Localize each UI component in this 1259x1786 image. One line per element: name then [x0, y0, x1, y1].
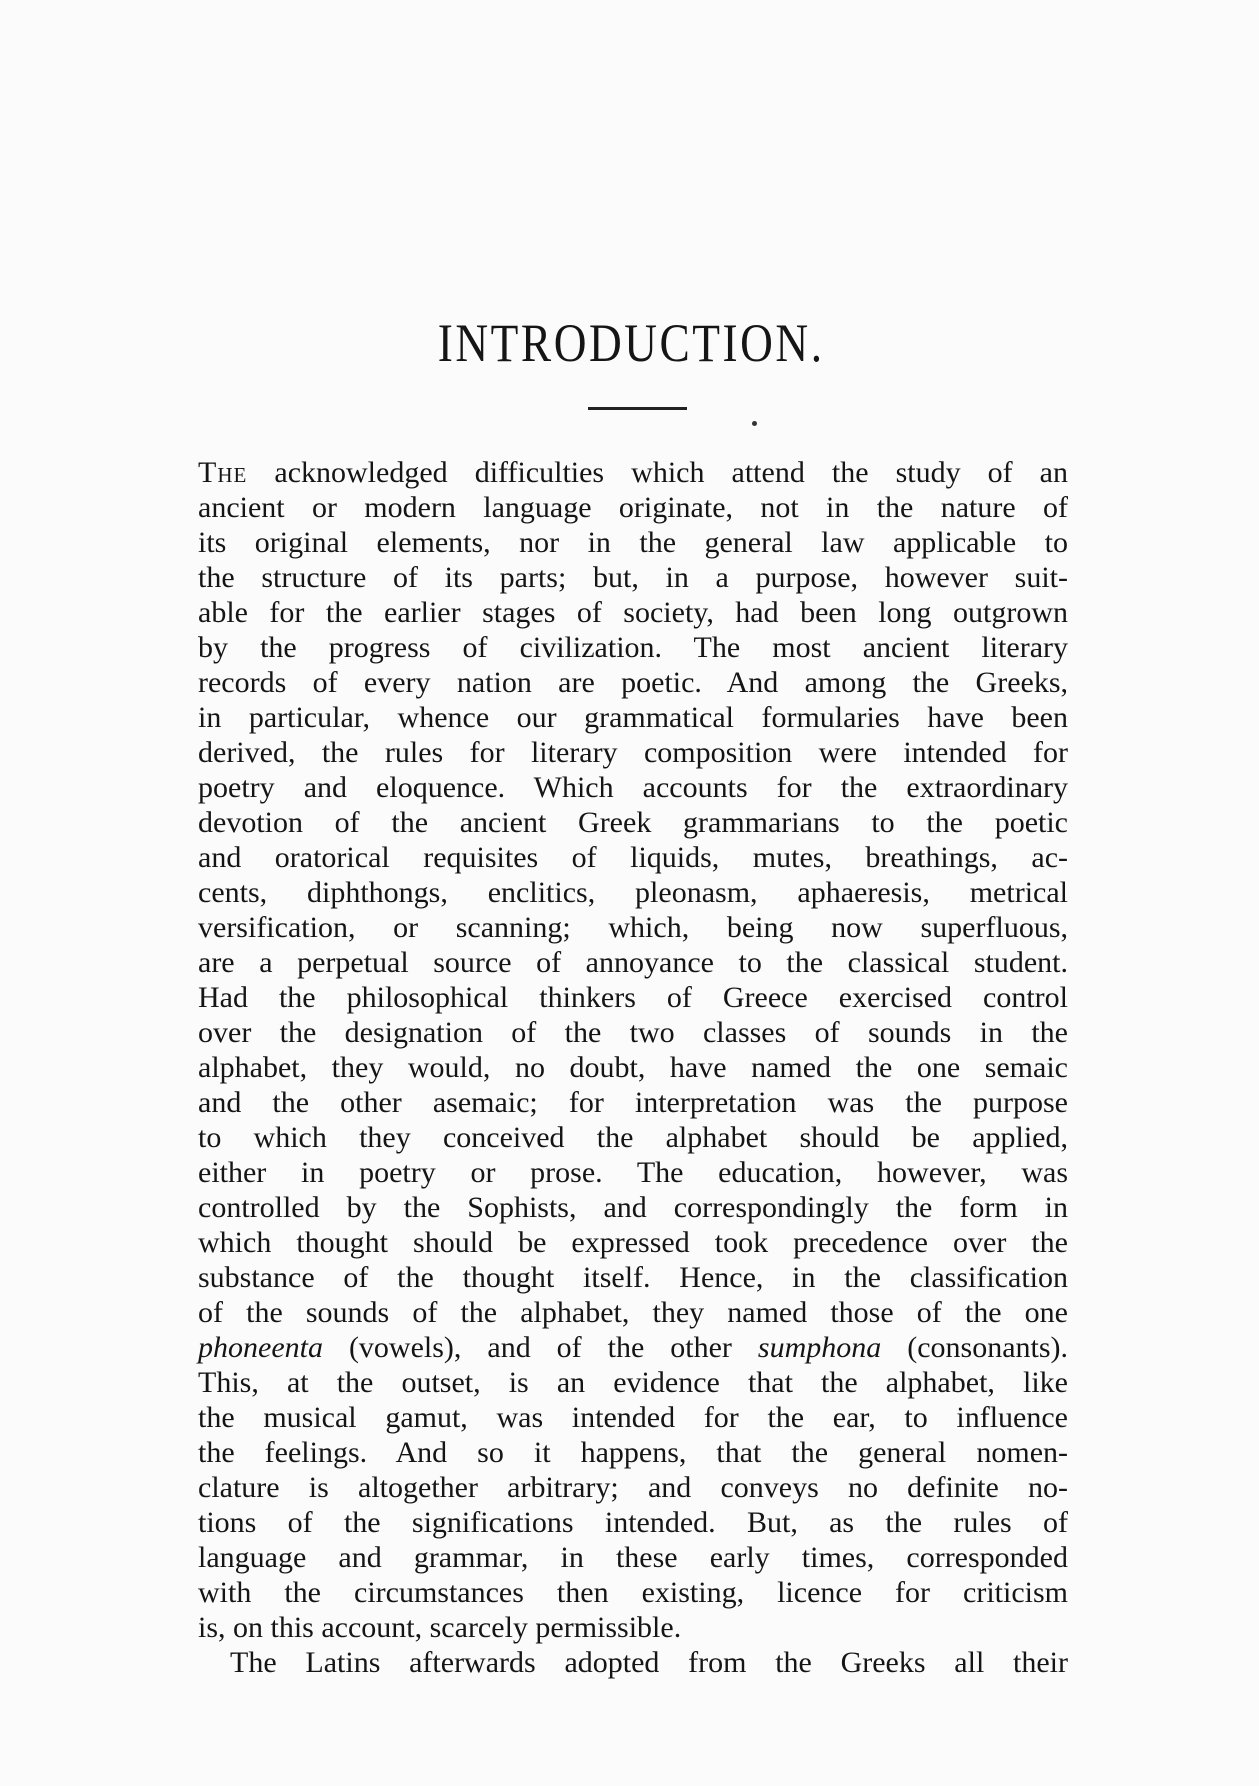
paragraph-1-italic-line [198, 1330, 1068, 1365]
paragraph-1-line-1 [198, 455, 1068, 490]
body-text [198, 455, 1068, 1680]
text-line: tions of the significations intended. But, as the rules of [198, 1506, 1068, 1539]
page-heading: INTRODUCTION. [437, 313, 825, 373]
text-line: clature is altogether arbitrary; and conveys no definite no- [198, 1471, 1068, 1504]
text-line: by the progress of civilization. The most ancient literary [198, 631, 1068, 664]
text-line: This, at the outset, is an evidence that the alphabet, like [198, 1366, 1068, 1399]
text-line: language and grammar, in these early times, corresponded [198, 1541, 1068, 1574]
text-line: and the other asemaic; for interpretation was the purpose [198, 1086, 1068, 1119]
text-line: which thought should be expressed took precedence over the [198, 1226, 1068, 1259]
text-line: are a perpetual source of annoyance to the classical student. [198, 946, 1068, 979]
text-line: over the designation of the two classes of sounds in the [198, 1016, 1068, 1049]
lead-word: The [198, 456, 248, 489]
text-line: with the circumstances then existing, licence for criticism [198, 1576, 1068, 1609]
line-text: (consonants). [881, 1331, 1069, 1364]
paragraph-1-lines-after [198, 1365, 1068, 1610]
paragraph-1-last-line: is, on this account, scarcely permissible. [198, 1611, 682, 1644]
text-line: either in poetry or prose. The education, however, was [198, 1156, 1068, 1189]
text-line: records of every nation are poetic. And among the Greeks, [198, 666, 1068, 699]
line-text: (vowels), and of the other [322, 1331, 758, 1364]
text-line: devotion of the ancient Greek grammarians to the poetic [198, 806, 1068, 839]
text-line: of the sounds of the alphabet, they named those of the one [198, 1296, 1068, 1329]
text-line: alphabet, they would, no doubt, have named the one semaic [198, 1051, 1068, 1084]
text-line: Had the philosophical thinkers of Greece exercised control [198, 981, 1068, 1014]
paragraph-1-lines [198, 490, 1068, 1330]
line-text: acknowledged difficulties which attend the study of an [247, 456, 1068, 489]
text-line: to which they conceived the alphabet should be applied, [198, 1121, 1068, 1154]
print-speck [752, 421, 757, 426]
text-line: and oratorical requisites of liquids, mutes, breathings, ac- [198, 841, 1068, 874]
text-line: able for the earlier stages of society, had been long outgrown [198, 596, 1068, 629]
text-line: poetry and eloquence. Which accounts for the extraordinary [198, 771, 1068, 804]
heading-rule [588, 407, 687, 410]
text-line: versification, or scanning; which, being now superfluous, [198, 911, 1068, 944]
italic-term-sumphona: sumphona [757, 1331, 882, 1364]
text-line: derived, the rules for literary composition were intended for [198, 736, 1068, 769]
text-line: in particular, whence our grammatical formularies have been [198, 701, 1068, 734]
text-line: cents, diphthongs, enclitics, pleonasm, aphaeresis, metrical [198, 876, 1068, 909]
text-line: ancient or modern language originate, not in the nature of [198, 491, 1068, 524]
text-line: substance of the thought itself. Hence, in the classification [198, 1261, 1068, 1294]
text-line: the feelings. And so it happens, that the general nomen- [198, 1436, 1068, 1469]
text-line: controlled by the Sophists, and correspondingly the form in [198, 1191, 1068, 1224]
text-line: its original elements, nor in the general law applicable to [198, 526, 1068, 559]
text-line: the musical gamut, was intended for the ear, to influence [198, 1401, 1068, 1434]
italic-term-phoneenta: phoneenta [198, 1331, 323, 1364]
paragraph-2-line-1: The Latins afterwards adopted from the Greeks all their [230, 1646, 1068, 1679]
text-line: the structure of its parts; but, in a purpose, however suit- [198, 561, 1068, 594]
